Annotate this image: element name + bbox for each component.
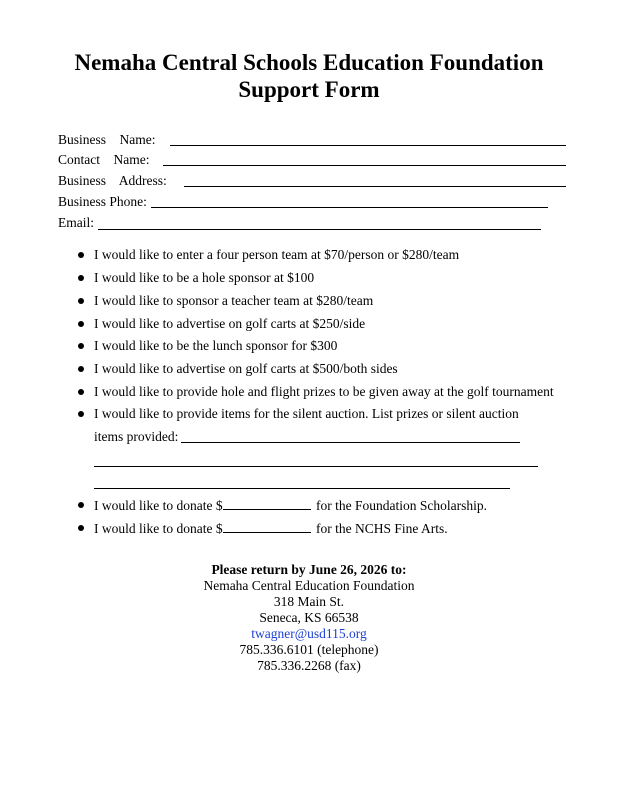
option-hole-sponsor: I would like to be a hole sponsor at $100 (94, 270, 314, 286)
bullet-icon (78, 411, 84, 417)
option-silent-auction: I would like to provide items for the silent auction. List prizes or silent auction (94, 406, 519, 422)
business-phone-label: Business Phone: (58, 194, 147, 209)
donation-scholarship: I would like to donate $ for the Foundation Scholarship. (94, 497, 487, 514)
option-golf-carts-side: I would like to advertise on golf carts at $250/side (94, 316, 365, 332)
title-line-1: Nemaha Central Schools Education Foundation (74, 50, 544, 75)
bullet-icon (78, 298, 84, 304)
return-phone: 785.336.6101 (telephone) (239, 642, 379, 657)
bullet-icon (78, 343, 84, 349)
return-street: 318 Main St. (273, 594, 345, 609)
email-label: Email: (58, 215, 94, 230)
contact-name-line[interactable] (163, 165, 566, 166)
return-email-row (0, 626, 618, 642)
bullet-icon (78, 389, 84, 395)
title-line-2: Support Form (238, 77, 380, 102)
return-email-link[interactable]: twagner@usd115.org (251, 626, 367, 641)
business-address-line[interactable] (184, 186, 566, 187)
option-four-person-team: I would like to enter a four person team at $70/person or $280/team (94, 247, 459, 263)
donation-fine-arts-amount[interactable] (223, 520, 311, 533)
bullet-icon (78, 252, 84, 258)
auction-items-label: items provided: (94, 429, 179, 444)
bullet-icon (78, 321, 84, 327)
auction-items-line-3[interactable] (94, 488, 510, 489)
option-golf-carts-both: I would like to advertise on golf carts at $500/both sides (94, 361, 398, 377)
bullet-icon (78, 275, 84, 281)
form-title (0, 49, 618, 103)
auction-items-line-2[interactable] (94, 466, 538, 467)
email-line[interactable] (98, 229, 541, 230)
donation-fine-arts: I would like to donate $ for the NCHS Fine Arts. (94, 520, 448, 537)
business-name-line[interactable] (170, 145, 566, 146)
option-teacher-team: I would like to sponsor a teacher team at $280/team (94, 293, 373, 309)
option-hole-flight-prizes: I would like to provide hole and flight prizes to be given away at the golf tournament (94, 384, 554, 400)
contact-name-label: Contact Name: (58, 152, 150, 167)
return-org: Nemaha Central Education Foundation (203, 578, 415, 593)
donation-scholarship-amount[interactable] (223, 497, 311, 510)
bullet-icon (78, 502, 84, 508)
return-heading: Please return by June 26, 2026 to: (211, 562, 407, 577)
option-lunch-sponsor: I would like to be the lunch sponsor for $300 (94, 338, 337, 354)
business-address-label: Business Address: (58, 173, 167, 188)
auction-items-line-1[interactable] (181, 442, 520, 443)
business-name-label: Business Name: (58, 132, 156, 147)
business-phone-line[interactable] (151, 207, 548, 208)
bullet-icon (78, 525, 84, 531)
bullet-icon (78, 366, 84, 372)
return-city: Seneca, KS 66538 (259, 610, 359, 625)
return-fax: 785.336.2268 (fax) (257, 658, 361, 673)
